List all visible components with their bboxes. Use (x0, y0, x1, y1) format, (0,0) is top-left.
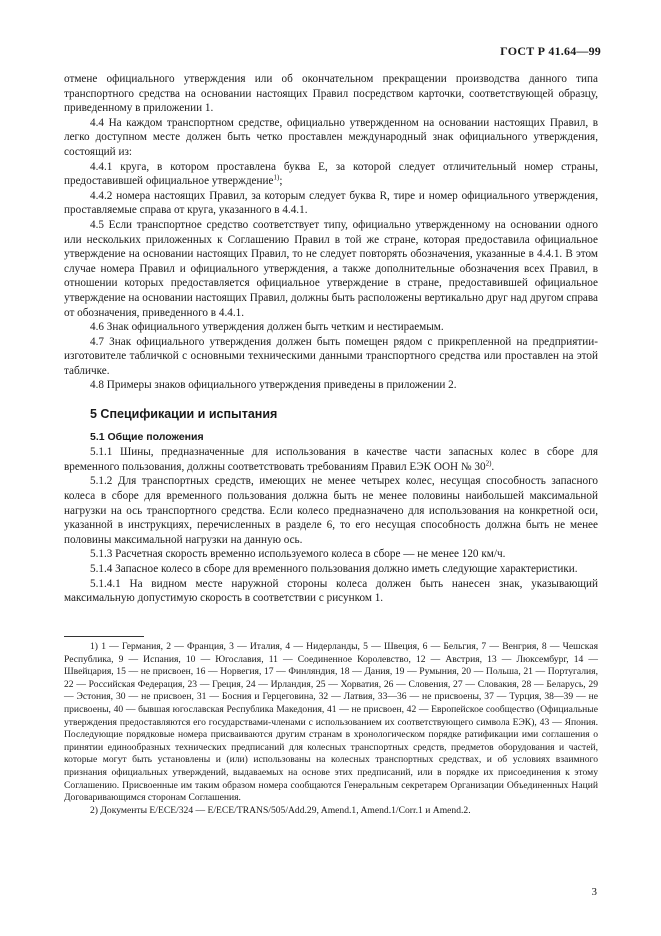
paragraph-4-6: 4.6 Знак официального утверждения должен быть четким и нестираемым. (90, 321, 444, 334)
paragraph-5-1-4: 5.1.4 Запасное колесо в сборе для временного пользования должно иметь следующие характеристики. (90, 563, 578, 575)
paragraph-4-4-1-tail: ; (279, 175, 283, 188)
footnote-divider (64, 636, 144, 637)
paragraph-5-1-1 (64, 445, 598, 474)
paragraph-4-5: 4.5 Если транспортное средство соответствует типу, официально утвержденному на основании одного или нескольких приложенных к Соглашению Правил в той же стране, которая предоставила официальное утверждение на основании настоящих Правил, то не следует повторять обозначения, указанные в 4.4.1. В этом случае номера Правил и официального утверждения, а также дополнительные обозначения всех Правил, в отношении которых предоставляется официальное утверждение в стране, предоставившей официальное утверждение на основании настоящих Правил, должны быть расположены вертикально друг над другом справа от обозначения, приведенного в 4.4.1. (64, 218, 598, 319)
subsection-5-1-title: 5.1 Общие положения (90, 430, 204, 443)
paragraph-4-8: 4.8 Примеры знаков официального утверждения приведены в приложении 2. (90, 379, 457, 392)
paragraph-5-1-2: 5.1.2 Для транспортных средств, имеющих не менее четырех колес, несущая способность запасного колеса в сборе для временного пользования должна быть не менее половины наибольшей максимальной нагрузки на ось транспортного средства. Если колесо предназначено для использования на конкретной оси, указанной в инструкциях, перечисленных в разделе 6, то его несущая способность должна быть не менее половины максимальной нагрузки на данную ось. (64, 475, 598, 546)
paragraph-5-1-1-text: 5.1.1 Шины, предназначенные для использования в качестве части запасных колес в сборе для временного пользования, должны соответствовать требованиям Правил ЕЭК ООН № 30 (64, 446, 598, 473)
paragraph-4-4: 4.4 На каждом транспортном средстве, официально утвержденном на основании настоящих Правил, в легко доступном месте должен быть четко проставлен международный знак официального утверждения, состоящий из: (64, 116, 598, 158)
paragraph-4-4-1 (64, 160, 598, 189)
page-number: 3 (591, 886, 597, 898)
paragraph-continuation: отмене официального утверждения или об окончательном прекращении производства данного типа транспортного средства на основании настоящих Правил посредством карточки, соответствующей образцу, приведенному в приложении 1. (64, 73, 598, 115)
paragraph-5-1-4-1: 5.1.4.1 На видном месте наружной стороны колеса должен быть нанесен знак, указывающий максимальную допустимую скорость в соответствии с рисунком 1. (64, 577, 598, 605)
paragraph-4-7: 4.7 Знак официального утверждения должен быть помещен рядом с прикрепленной на предприятии-изготовителе табличкой с основными техническими данными транспортного средства или проставлен на этой табличке. (64, 335, 598, 377)
footnotes (64, 636, 598, 817)
paragraph-5-1-3: 5.1.3 Расчетная скорость временно используемого колеса в сборе — не менее 120 км/ч. (90, 548, 506, 561)
footnote-2: 2) Документы E/ECE/324 — E/ECE/TRANS/505/Add.29, Amend.1, Amend.1/Corr.1 и Amend.2. (90, 804, 471, 816)
document-code-header: ГОСТ Р 41.64—99 (500, 44, 601, 58)
paragraph-4-4-2: 4.4.2 номера настоящих Правил, за которым следует буква R, тире и номер официального утверждения, проставляемые справа от круга, указанного в 4.4.1. (64, 189, 598, 217)
main-content (64, 72, 598, 606)
section-5-title: 5 Спецификации и испытания (90, 407, 278, 422)
footnote-ref-2: 2) (485, 459, 492, 468)
paragraph-4-4-1-text: 4.4.1 круга, в котором проставлена буква E, за которой следует отличительный номер страны, предоставившей официальное утверждение (64, 160, 598, 188)
footnote-1: 1) 1 — Германия, 2 — Франция, 3 — Италия, 4 — Нидерланды, 5 — Швеция, 6 — Бельгия, 7 — Венгрия, 8 — Чешская Республика, 9 — Испания, 10 — Югославия, 11 — Соединенное Королевство, 12 — Австрия, 13 — Люксембург, 14 — Швейцария, 15 — не присвоен, 16 — Норвегия, 17 — Финляндия, 18 — Дания, 19 — Румыния, 20 — Польша, 21 — Португалия, 22 — Российская Федерация, 23 — Греция, 24 — Ирландия, 25 — Хорватия, 26 — Словения, 27 — Словакия, 28 — Беларусь, 29 — Эстония, 30 — не присвоен, 31 — Босния и Герцеговина, 32 — Латвия, 33—36 — не присвоены, 37 — Турция, 38—39 — не присвоены, 40 — бывшая югославская Республика Македония, 41 — не присвоен, 42 — Европейское сообщество (Официальные утверждения предоставляются его государствами-членами с использованием их соответствующего символа ЕЭК), 43 — Япония. Последующие порядковые номера присваиваются другим странам в хронологическом порядке ратификации ими соглашения о принятии единообразных технических предписаний для колесных транспортных средств, предметов оборудования и частей, которые могут быть установлены и (или) использованы на колесных транспортных средствах, и об условиях взаимного признания официальных утверждений, выдаваемых на основе этих предписаний, или в порядке их присоединения к этому Соглашению. Присвоенные им таким образом номера сообщаются Генеральным секретарем Организации Объединенных Наций Договаривающимся сторонам Соглашения. (64, 641, 598, 804)
footnote-ref-1: 1) (273, 173, 280, 182)
paragraph-5-1-1-tail: . (491, 460, 495, 473)
